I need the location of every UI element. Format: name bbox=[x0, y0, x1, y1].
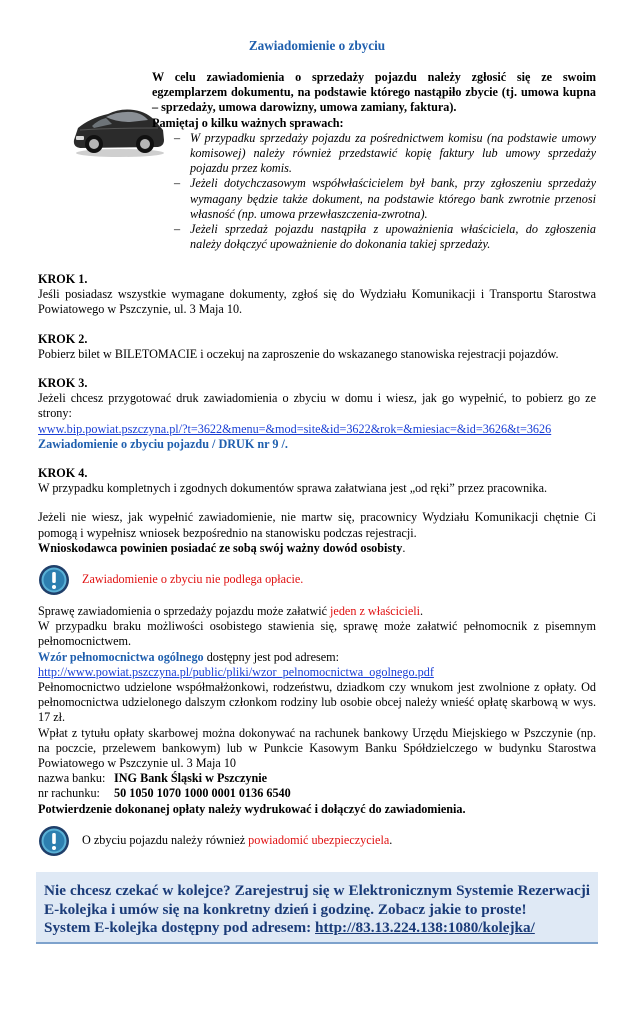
list-item bbox=[174, 222, 596, 252]
info-exclamation-icon bbox=[38, 564, 70, 596]
confirmation-text: Potwierdzenie dokonanej opłaty należy wydrukować i dołączyć do zawiadomienia. bbox=[38, 801, 466, 816]
list-item-text: Jeżeli sprzedaż pojazdu nastąpiła z upoważnienia właściciela, do zgłoszenia należy dołączyć upoważnienie do dokonania takiej sprzedaży. bbox=[190, 222, 596, 252]
bank-name-value: ING Bank Śląski w Pszczynie bbox=[114, 771, 268, 786]
step-2-text: Pobierz bilet w BILETOMACIE i oczekuj na zaproszenie do wskazanego stanowiska rejestracji pojazdów. bbox=[38, 346, 559, 361]
banner-text: Nie chcesz czekać w kolejce? Zarejestruj się w Elektronicznym Systemie Rezerwacji E-kolejka i umów się na konkretny dzień i godzinę. Zobacz jakie to proste! bbox=[44, 882, 590, 918]
intro-paragraph: W celu zawiadomienia o sprzedaży pojazdu należy zgłosić się ze swoim egzemplarzem dokumentu, na podstawie którego nastąpiło zbycie (tj. umowa kupna – sprzedaży, umowa darowizny, umowa zamiany, faktura). bbox=[152, 70, 596, 115]
remember-heading: Pamiętaj o kilku ważnych sprawach: bbox=[152, 115, 344, 130]
e-kolejka-banner bbox=[36, 872, 598, 944]
fee-note-text: Zawiadomienie o zbyciu nie podlega opłacie. bbox=[82, 572, 304, 587]
fee-note bbox=[38, 562, 596, 598]
step-4-label: KROK 4. bbox=[38, 466, 88, 481]
intro-section bbox=[152, 70, 596, 252]
list-item bbox=[174, 176, 596, 222]
step-4-text: W przypadku kompletnych i zgodnych dokumentów sprawa załatwiana jest „od ręki” przez pracownika. bbox=[38, 481, 548, 496]
e-kolejka-link[interactable]: http://83.13.224.138:1080/kolejka/ bbox=[315, 919, 535, 936]
owner-highlight: jeden z właścicieli bbox=[330, 604, 421, 619]
bip-form-link[interactable]: www.bip.powiat.pszczyna.pl/?t=3622&menu=&mod=site&id=3622&rok=&miesiac=&id=3626&t=3626 bbox=[38, 421, 552, 436]
step-2-label: KROK 2. bbox=[38, 331, 88, 346]
page-title: Zawiadomienie o zbyciu bbox=[248, 38, 386, 53]
list-item-text: W przypadku sprzedaży pojazdu za pośrednictwem komisu (na podstawie umowy komisowej) należy również przedstawić kopię faktury lub umowy sprzedaży pojazdu przez komis. bbox=[190, 130, 596, 176]
bullet-mark: – bbox=[174, 176, 181, 191]
stamp-fee-text: Pełnomocnictwo udzielone współmałżonkowi, rodzeństwu, dziadkom czy wnukom jest zwolnione z opłaty. Od pełnomocnictwa udzielonego dalszym członkom rodziny lub osobie obcej należy wnieść opłatę skarbową w wys. 17 zł. bbox=[38, 680, 596, 725]
bank-account-label: nr rachunku: bbox=[38, 786, 100, 801]
insurer-highlight: powiadomić ubezpieczyciela bbox=[248, 833, 390, 848]
steps-section bbox=[38, 272, 596, 859]
insurer-end: . bbox=[389, 833, 393, 848]
payment-text: Wpłat z tytułu opłaty skarbowej można dokonywać na rachunek bankowy Urzędu Miejskiego w Pszczynie (np. na poczcie, przelewem bankowym) lub w Punkcie Kasowym Banku Spółdzielczego w budynku Starostwa Powiatowego w Pszczynie ul. 3 Maja 10 bbox=[38, 725, 596, 771]
info-exclamation-icon bbox=[38, 825, 70, 857]
id-required: Wnioskodawca powinien posiadać ze sobą swój ważny dowód osobisty bbox=[38, 540, 403, 555]
template-link[interactable]: http://www.powiat.pszczyna.pl/public/pliki/wzor_pelnomocnictwa_ogolnego.pdf bbox=[38, 664, 434, 679]
template-label: Wzór pełnomocnictwa ogólnego bbox=[38, 649, 204, 664]
step-3-label: KROK 3. bbox=[38, 376, 88, 391]
proxy-text: W przypadku braku możliwości osobistego stawienia się, sprawę może załatwić pełnomocnik z pisemnym pełnomocnictwem. bbox=[38, 619, 596, 649]
help-text: Jeżeli nie wiesz, jak wypełnić zawiadomienie, nie martw się, pracownicy Wydziału Komunikacji chętnie Ci pomogą i wypełnisz wniosek bezpośrednio na stanowisku podczas rejestracji. bbox=[38, 510, 596, 540]
owner-text: Sprawę zawiadomienia o sprzedaży pojazdu może załatwić bbox=[38, 604, 331, 619]
form-name: Zawiadomienie o zbyciu pojazdu / DRUK nr 9 /. bbox=[38, 436, 288, 451]
id-required-end: . bbox=[402, 540, 406, 555]
bullet-mark: – bbox=[174, 222, 181, 237]
list-item-text: Jeżeli dotychczasowym współwłaścicielem był bank, przy zgłoszeniu sprzedaży wymagany będzie także dokument, na podstawie którego bank zwrotnie przenosi własność (np. umowa przewłaszczenia-zwrotna). bbox=[190, 176, 596, 221]
bullet-mark: – bbox=[174, 130, 181, 145]
template-suffix: dostępny jest pod adresem: bbox=[203, 649, 340, 664]
owner-end: . bbox=[420, 604, 424, 619]
bank-account-value: 50 1050 1070 1000 0001 0136 6540 bbox=[114, 786, 291, 801]
insurer-note-text: O zbyciu pojazdu należy również bbox=[82, 833, 249, 848]
list-item bbox=[174, 131, 596, 177]
banner-system-label: System E-kolejka dostępny pod adresem: bbox=[44, 919, 316, 936]
insurer-note bbox=[38, 823, 596, 859]
step-1-text: Jeśli posiadasz wszystkie wymagane dokumenty, zgłoś się do Wydziału Komunikacji i Transportu Starostwa Powiatowego w Pszczynie, ul. 3 Maja 10. bbox=[38, 287, 596, 317]
bank-account-row bbox=[38, 786, 596, 801]
requirements-list bbox=[152, 131, 596, 253]
step-3-text: Jeżeli chcesz przygotować druk zawiadomienia o zbyciu w domu i wiesz, jak go wypełnić, to pobierz go ze strony: bbox=[38, 391, 596, 421]
bank-name-row bbox=[38, 771, 596, 786]
bank-name-label: nazwa banku: bbox=[38, 771, 106, 786]
step-1-label: KROK 1. bbox=[38, 272, 88, 286]
